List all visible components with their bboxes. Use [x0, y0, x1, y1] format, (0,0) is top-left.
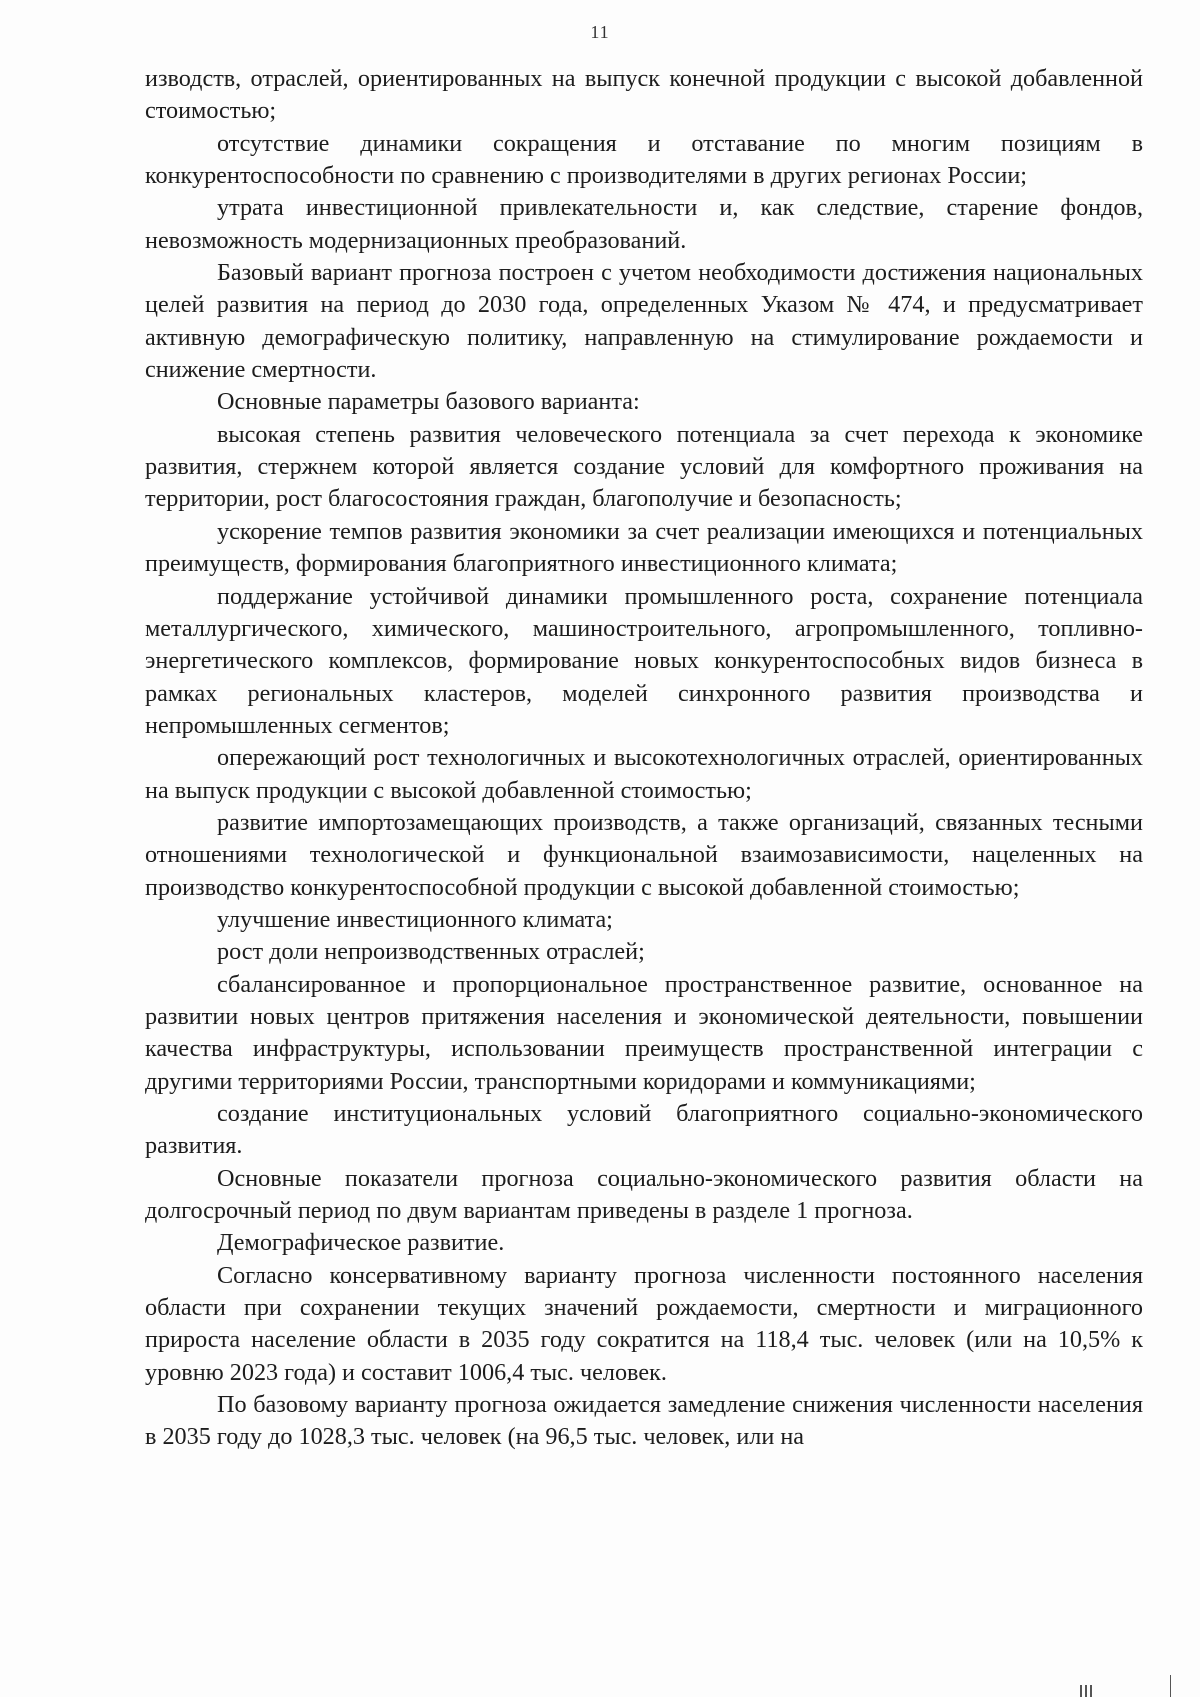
paragraph-spatial-development: сбалансированное и пропорциональное пространственное развитие, основанное на развитии новых центров притяжения населения и экономической деятельности, повышении качества инфраструктуры, использовании преимуществ пространственной интеграции с другими территориями России, транспортными коридорами и коммуникациями;	[145, 970, 1143, 1095]
paragraph-demographic-heading: Демографическое развитие.	[217, 1229, 505, 1257]
page-number: 11	[590, 22, 610, 42]
paragraph-human-potential: высокая степень развития человеческого потенциала за счет перехода к экономике развития, стержнем которой является создание условий для комфортного проживания на территории, рост благосостояния граждан, благополучие и безопасность;	[145, 420, 1143, 513]
paragraph-import-substitution: развитие импортозамещающих производств, а также организаций, связанных тесными отношениями технологической и функциональной взаимозависимости, нацеленных на производство конкурентоспособной продукции с высокой добавленной стоимостью;	[145, 808, 1143, 901]
paragraph-base-variant-population: По базовому варианту прогноза ожидается замедление снижения численности населения в 2035 году до 1028,3 тыс. человек (на 96,5 тыс. человек, или на	[145, 1391, 1143, 1451]
scan-artifact-mark	[1170, 1675, 1171, 1697]
paragraph-conservative-variant: Согласно консервативному варианту прогноза численности постоянного населения области при сохранении текущих значений рождаемости, смертности и миграционного прироста население области в 2035 году сократится на 118,4 тыс. человек (или на 10,5% к уровню 2023 года) и составит 1006,4 тыс. человек.	[145, 1261, 1143, 1386]
paragraph-investment-climate: улучшение инвестиционного климата;	[217, 905, 613, 933]
paragraph-base-parameters-heading: Основные параметры базового варианта:	[217, 388, 640, 416]
paragraph-economy-acceleration: ускорение темпов развития экономики за счет реализации имеющихся и потенциальных преимуществ, формирования благоприятного инвестиционного климата;	[145, 517, 1143, 578]
paragraph-lack-of-dynamics: отсутствие динамики сокращения и отставание по многим позициям в конкурентоспособности по сравнению с производителями в других регионах России;	[145, 129, 1143, 190]
scan-artifact-mark	[1085, 1685, 1087, 1697]
paragraph-institutional-conditions: создание институциональных условий благоприятного социально-экономического развития.	[145, 1100, 1143, 1160]
paragraph-nonproduction-share: рост доли непроизводственных отраслей;	[217, 938, 645, 966]
scan-artifact-mark	[1090, 1685, 1092, 1697]
scan-artifact-mark	[1080, 1685, 1082, 1697]
paragraph-hightech-growth: опережающий рост технологичных и высокотехнологичных отраслей, ориентированных на выпуск продукции с высокой добавленной стоимостью;	[145, 744, 1143, 804]
paragraph-key-indicators: Основные показатели прогноза социально-экономического развития области на долгосрочный период по двум вариантам приведены в разделе 1 прогноза.	[145, 1164, 1143, 1225]
document-body	[145, 63, 1143, 1454]
paragraph-loss-of-attractiveness: утрата инвестиционной привлекательности и, как следствие, старение фондов, невозможность модернизационных преобразований.	[145, 194, 1143, 254]
paragraph-base-variant: Базовый вариант прогноза построен с учетом необходимости достижения национальных целей развития на период до 2030 года, определенных Указом № 474, и предусматривает активную демографическую политику, направленную на стимулирование рождаемости и снижение смертности.	[145, 259, 1143, 384]
paragraph-continuation: изводств, отраслей, ориентированных на выпуск конечной продукции с высокой добавленной стоимостью;	[145, 65, 1143, 125]
paragraph-industrial-growth: поддержание устойчивой динамики промышленного роста, сохранение потенциала металлургического, химического, машиностроительного, агропромышленного, топливно-энергетического комплексов, формирование новых конкурентоспособных видов бизнеса в рамках региональных кластеров, моделей синхронного развития производства и непромышленных сегментов;	[145, 582, 1143, 739]
